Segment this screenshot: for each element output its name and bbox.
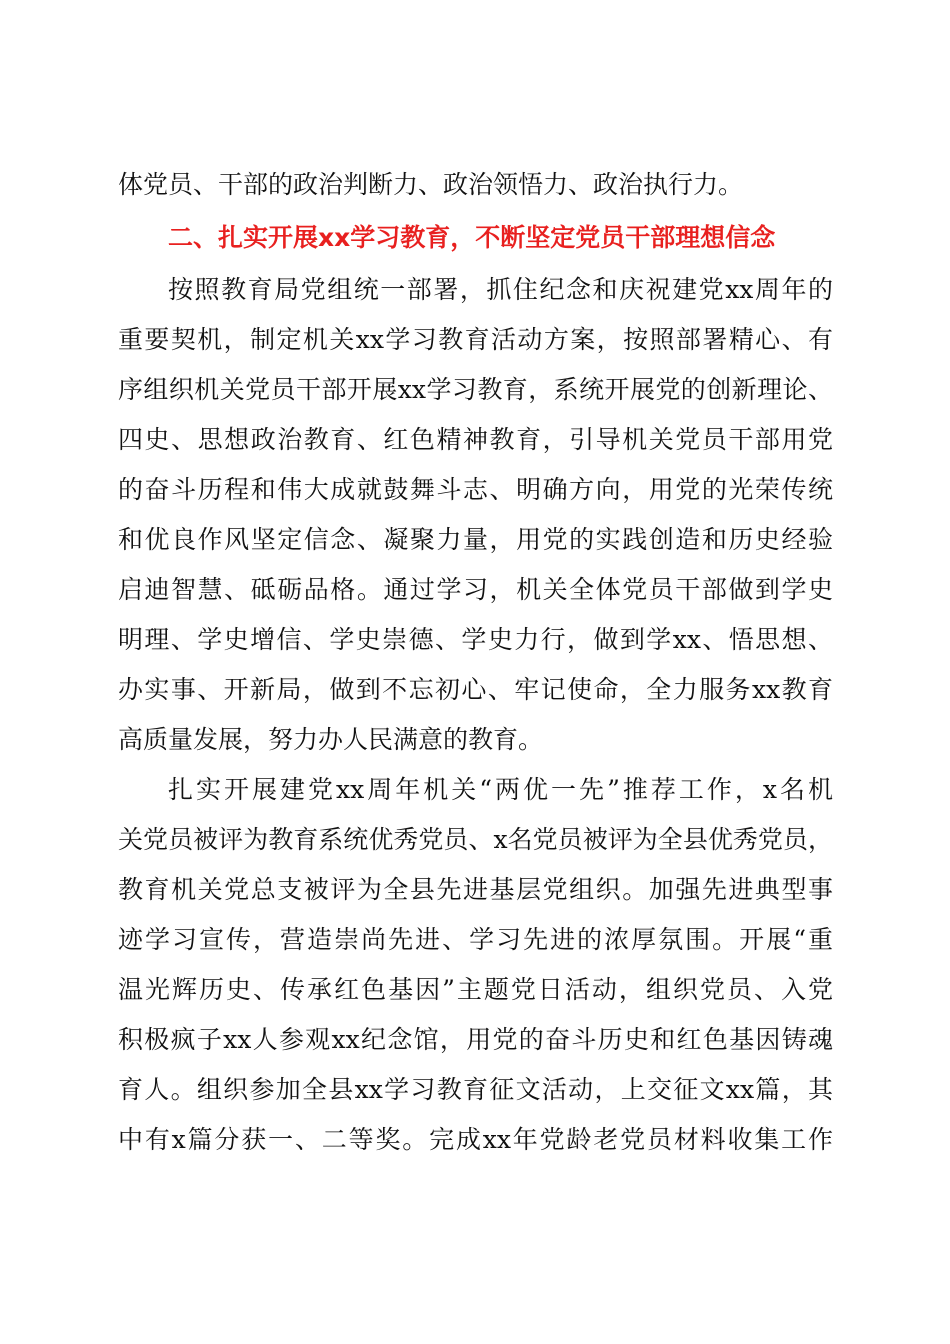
paragraph-line: 关党员被评为教育系统优秀党员、x名党员被评为全县优秀党员， [118,825,833,854]
paragraph-line: 明理、学史增信、学史崇德、学史力行，做到学xx、悟思想、 [118,625,833,654]
paragraph-line: 和优良作风坚定信念、凝聚力量，用党的实践创造和历史经验 [118,525,833,554]
paragraph-line: 重要契机，制定机关xx学习教育活动方案，按照部署精心、有 [118,325,833,354]
paragraph-line: 中有x篇分获一、二等奖。完成xx年党龄老党员材料收集工作 [118,1125,833,1154]
paragraph-line: 扎实开展建党xx周年机关“两优一先”推荐工作，x名机 [168,775,833,804]
paragraph-line: 温光辉历史、传承红色基因”主题党日活动，组织党员、入党 [118,975,833,1004]
paragraph-line: 序组织机关党员干部开展xx学习教育，系统开展党的创新理论、 [118,375,833,404]
paragraph-line: 迹学习宣传，营造崇尚先进、学习先进的浓厚氛围。开展“重 [118,925,833,954]
paragraph-line: 积极疯子xx人参观xx纪念馆，用党的奋斗历史和红色基因铸魂 [118,1025,833,1054]
paragraph-line: 育人。组织参加全县xx学习教育征文活动，上交征文xx篇，其 [118,1075,833,1104]
paragraph-line: 四史、思想政治教育、红色精神教育，引导机关党员干部用党 [118,425,833,454]
section-heading: 二、扎实开展xx学习教育，不断坚定党员干部理想信念 [168,223,776,252]
paragraph-line: 启迪智慧、砥砺品格。通过学习，机关全体党员干部做到学史 [118,575,833,604]
intro-line: 体党员、干部的政治判断力、政治领悟力、政治执行力。 [118,170,744,199]
paragraph-line: 高质量发展，努力办人民满意的教育。 [118,725,544,754]
paragraph-line: 的奋斗历程和伟大成就鼓舞斗志、明确方向，用党的光荣传统 [118,475,833,504]
paragraph-line: 按照教育局党组统一部署，抓住纪念和庆祝建党xx周年的 [168,275,833,304]
paragraph-line: 教育机关党总支被评为全县先进基层党组织。加强先进典型事 [118,875,833,904]
paragraph-line: 办实事、开新局，做到不忘初心、牢记使命，全力服务xx教育 [118,675,833,704]
